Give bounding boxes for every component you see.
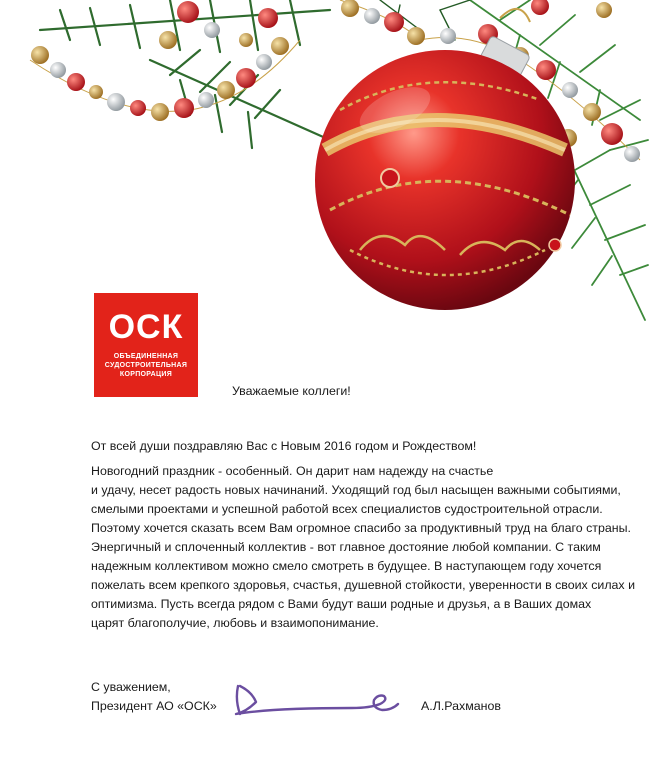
body-line: царят благополучие, любовь и взаимопонимание. — [91, 616, 379, 630]
body-line: оптимизма. Пусть всегда рядом с Вами будут ваши родные и друзья, а в Ваших домах — [91, 597, 592, 611]
closing: С уважением, — [91, 680, 171, 694]
logo-line-2: СУДОСТРОИТЕЛЬНАЯ — [104, 362, 188, 369]
body-line: пожелать всем крепкого здоровья, счастья, душевной стойкости, уверенности в своих силах и — [91, 578, 635, 592]
salutation: Уважаемые коллеги! — [232, 384, 351, 398]
christmas-decoration-illustration — [0, 0, 650, 330]
position-title: Президент АО «ОСК» — [91, 699, 217, 713]
body-line: смелыми проектами и успешной работой всех специалистов судостроительной отрасли. — [91, 502, 603, 516]
osk-logo-mark: ОСК — [108, 308, 184, 346]
christmas-ornament — [315, 50, 575, 310]
logo-line-3: КОРПОРАЦИЯ — [119, 371, 173, 378]
body-line: Энергичный и сплоченный коллектив - вот главное достояние любой компании. С таким — [91, 540, 601, 554]
body-line: Новогодний праздник - особенный. Он дарит нам надежду на счастье — [91, 464, 494, 478]
body-line: надежным коллективом можно смело смотреть в будущее. В наступающем году хочется — [91, 559, 602, 573]
signer-name: А.Л.Рахманов — [421, 699, 501, 713]
greeting-line: От всей души поздравляю Вас с Новым 2016 годом и Рождеством! — [91, 439, 477, 453]
logo-line-1: ОБЪЕДИНЕННАЯ — [113, 353, 179, 360]
handwritten-signature — [232, 678, 402, 720]
osk-logo — [94, 293, 198, 397]
body-line: Поэтому хочется сказать всем Вам огромное спасибо за продуктивный труд на благо страны. — [91, 521, 631, 535]
body-line: и удачу, несет радость новых начинаний. Уходящий год был насыщен важными событиями, — [91, 483, 621, 497]
